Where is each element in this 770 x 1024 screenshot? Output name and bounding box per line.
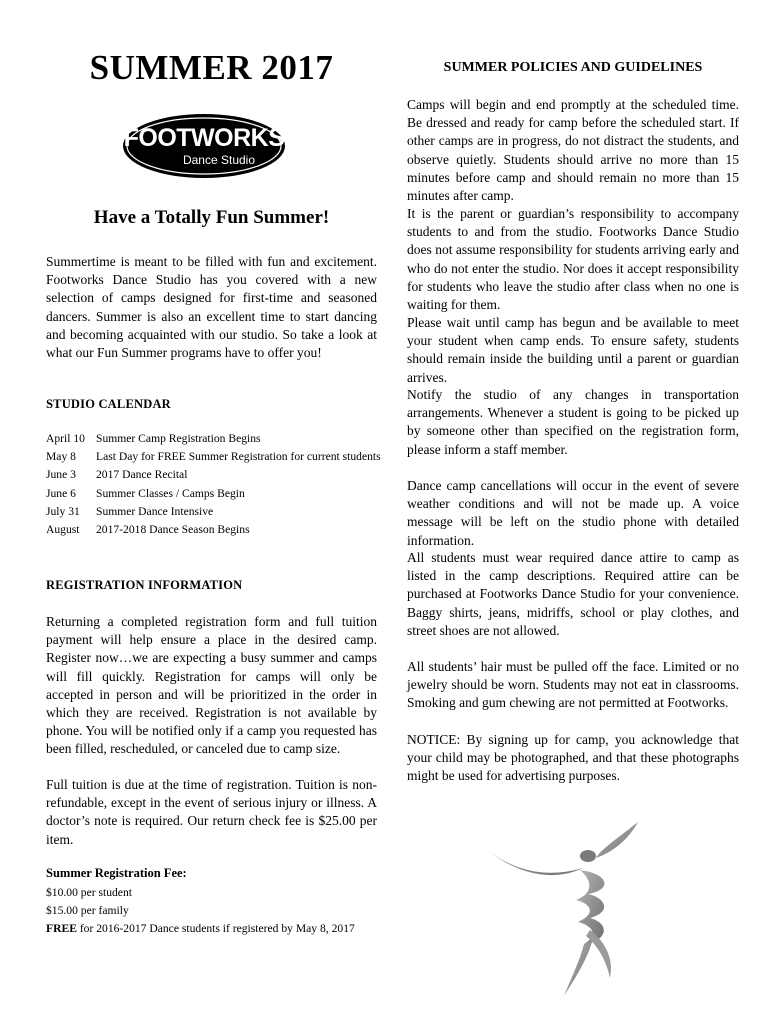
registration-paragraph-2: Full tuition is due at the time of registration. Tuition is non-refundable, except in the event of serious injury or illness. A doctor’s note is required. Our return check fee is $25.00 per item.: [46, 777, 377, 847]
calendar-event: Summer Classes / Camps Begin: [96, 486, 245, 500]
policy-paragraph-2: It is the parent or guardian’s responsibility to accompany students to and from the studio. Footworks Dance Studio does not assume responsibility for students arriving early and who do not enter the studio. Nor does it accept responsibility for students who leave the studio after class when no one is waiting for them.: [407, 206, 739, 313]
intro-paragraph: Summertime is meant to be filled with fun and excitement. Footworks Dance Studio has you covered with a new selection of camps designed for first-time and seasoned dancers. Summer is also an excellent time to start dancing and becoming acquainted with our studio. So take a look at what our Fun Summer programs have to offer you!: [46, 254, 377, 361]
policies-title: SUMMER POLICIES AND GUIDELINES: [443, 60, 703, 75]
calendar-date: July 31: [46, 504, 80, 518]
policy-paragraph-3: Please wait until camp has begun and be available to meet your student when camp ends. To ensure safety, students should remain inside the building until a parent or guardian arrives.: [407, 315, 739, 385]
calendar-row: [46, 432, 381, 450]
calendar-date: May 8: [46, 450, 76, 464]
calendar-row: [46, 450, 381, 468]
registration-paragraph-1: Returning a completed registration form and full tuition payment will help ensure a place in the desired camp. Register now…we are expecting a busy summer and camps will fill quickly. Registration for camps will only be accepted in person and will be prioritized in the order in which they are received. Registration is not available by phone. You will be notified only if a camp you requested has been filled, rescheduled, or canceled due to camp size.: [46, 614, 377, 757]
calendar-row: [46, 505, 381, 523]
calendar-event: Last Day for FREE Summer Registration for current students: [96, 450, 381, 464]
calendar-row: [46, 468, 381, 486]
logo-brand-text: FOOTWORKS: [123, 124, 285, 152]
fee-line-family: $15.00 per family: [46, 904, 129, 917]
calendar-date: April 10: [46, 432, 85, 445]
calendar-date: June 3: [46, 468, 76, 482]
dancer-figure-icon: [488, 820, 648, 1000]
calendar-event: Summer Dance Intensive: [96, 504, 214, 518]
notice-paragraph: NOTICE: By signing up for camp, you acknowledge that your child may be photographed, and that these photographs might be used for advertising purposes.: [407, 732, 739, 784]
fee-line-student: $10.00 per student: [46, 886, 132, 899]
calendar-row: [46, 523, 381, 541]
fee-heading: Summer Registration Fee:: [46, 866, 187, 880]
calendar-event: 2017 Dance Recital: [96, 468, 188, 482]
policy-paragraph-4: Notify the studio of any changes in transportation arrangements. Whenever a student is going to be picked up by someone other than specified on the registration form, please inform a staff member.: [407, 387, 739, 457]
policy-paragraph-5: Dance camp cancellations will occur in the event of severe weather conditions and will not be made up. A voice message will be left on the studio phone with detailed information.: [407, 478, 739, 548]
calendar-table: [46, 432, 381, 541]
registration-heading: REGISTRATION INFORMATION: [46, 578, 243, 592]
footworks-logo: [121, 112, 287, 180]
calendar-heading: STUDIO CALENDAR: [46, 397, 171, 411]
logo-sub-text: Dance Studio: [182, 153, 256, 167]
fee-line-free: [46, 922, 355, 935]
fee-free-label: FREE: [46, 922, 77, 935]
page-title: SUMMER 2017: [89, 48, 334, 87]
policy-paragraph-6: All students must wear required dance attire to camp as listed in the camp descriptions. Required attire can be purchased at Footworks Dance Studio for your convenience. Baggy shirts, jeans, midriffs, school or play clothes, and street shoes are not allowed.: [407, 550, 739, 638]
policy-paragraph-7: All students’ hair must be pulled off the face. Limited or no jewelry should be worn. Students may not eat in classrooms. Smoking and gum chewing are not permitted at Footworks.: [407, 659, 739, 711]
fee-free-text: for 2016-2017 Dance students if registered by May 8, 2017: [76, 922, 355, 935]
calendar-event: Summer Camp Registration Begins: [96, 432, 261, 445]
calendar-event: 2017-2018 Dance Season Begins: [96, 522, 250, 536]
policy-paragraph-1: Camps will begin and end promptly at the scheduled time. Be dressed and ready for camp before the scheduled start. If other camps are in progress, do not distract the students, and observe quietly. Students should arrive no more than 15 minutes before camp and should remain no more than 15 minutes after camp.: [407, 97, 739, 204]
section-subtitle: Have a Totally Fun Summer!: [93, 207, 330, 228]
calendar-date: August: [46, 522, 80, 536]
calendar-date: June 6: [46, 486, 76, 500]
calendar-row: [46, 487, 381, 505]
